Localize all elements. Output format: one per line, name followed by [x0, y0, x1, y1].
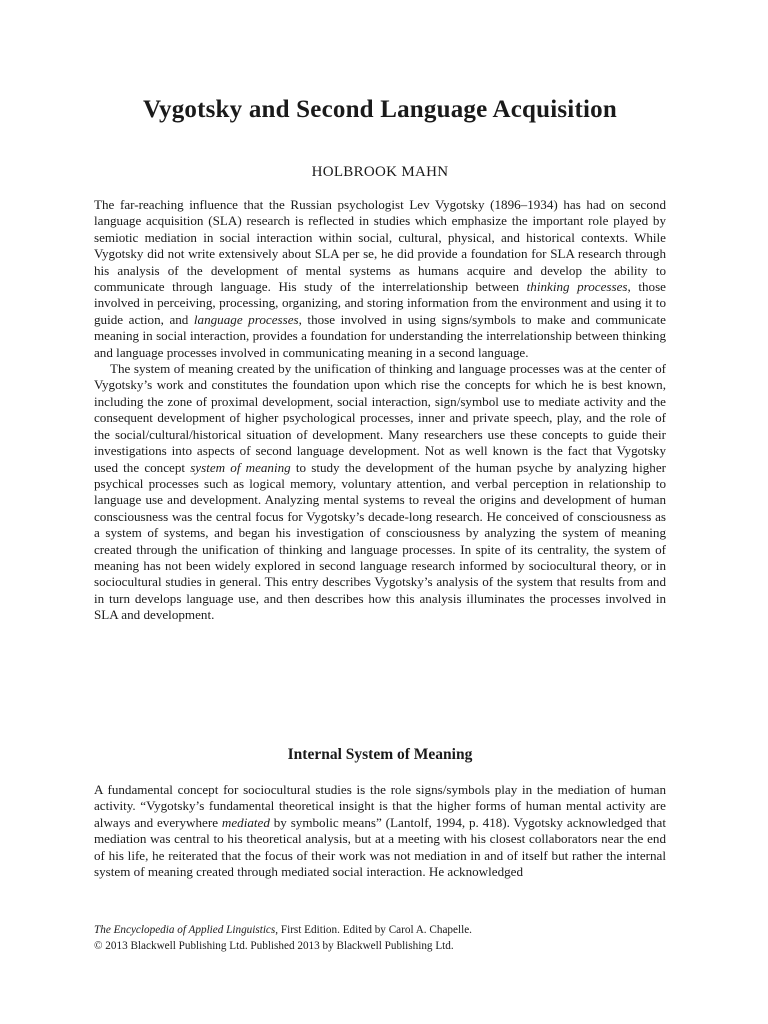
- paragraph-3: [94, 782, 666, 880]
- paragraph-1: [94, 197, 666, 361]
- paragraph-2-text-a: The system of meaning created by the unification of thinking and language processes was at the center of Vygotsky’s work and constitutes the foundation upon which rise the concepts for which he is best known, including the zone of proximal development, social interaction, sign/symbol use to mediate activity and the consequent development of higher psychological processes, inner and private speech, play, and the role of the social/cultural/historical situation of development. Many researchers use these concepts to guide their investigations into aspects of second language development. Not as well known is the fact that Vygotsky used the concept: [94, 361, 666, 475]
- publication-footer: [94, 922, 666, 954]
- paragraph-2-italic-a: system of meaning: [190, 459, 291, 475]
- article-body-section: [94, 782, 666, 880]
- paragraph-2-text-b: to study the development of the human psyche by analyzing higher psychical processes such as logical memory, voluntary attention, and verbal perception in relationship to language use and development. Analyzing mental systems to reveal the origins and development of human consciousness was the central focus for Vygotsky’s decade-long research. He conceived of consciousness as a system of systems, and began his investigation of consciousness by analyzing the system of meaning created through the unification of thinking and language processes. In spite of its centrality, the system of meaning has not been widely explored in second language research informed by sociocultural theory, or in sociocultural studies in general. This entry describes Vygotsky’s analysis of the system that results from and in turn develops language use, and then describes how this analysis illuminates the processes involved in SLA and development.: [94, 459, 667, 623]
- paragraph-3-italic-a: mediated: [221, 814, 270, 830]
- paragraph-1-text-c: , those involved in using signs/symbols to make and communicate meaning in social interaction, provides a foundation for understanding the interrelationship between thinking and language processes involved in communicating meaning in a second language.: [94, 311, 666, 360]
- footer-encyclopedia-title: The Encyclopedia of Applied Linguistics: [94, 924, 276, 936]
- paragraph-1-italic-a: thinking processes: [526, 279, 628, 295]
- paragraph-2: [94, 361, 666, 624]
- footer-copyright: © 2013 Blackwell Publishing Ltd. Published 2013 by Blackwell Publishing Ltd.: [94, 940, 454, 952]
- article-author: HOLBROOK MAHN: [311, 164, 449, 180]
- paragraph-1-text-b: , those involved in perceiving, processing, organizing, and storing information from the environment and using it to guide action, and: [94, 279, 666, 327]
- footer-edition-text: , First Edition. Edited by Carol A. Chapelle.: [275, 924, 472, 936]
- paragraph-1-text-a: The far-reaching influence that the Russian psychologist Lev Vygotsky (1896–1934) has had on second language acquisition (SLA) research is reflected in studies which emphasize the important role played by semiotic mediation in social interaction within social, cultural, physical, and historical contexts. While Vygotsky did not write extensively about SLA per se, he did provide a foundation for SLA research through his analysis of the development of mental systems as humans acquire and develop the ability to communicate through language. His study of the interrelationship between: [94, 197, 666, 295]
- article-title: Vygotsky and Second Language Acquisition: [143, 96, 617, 123]
- paragraph-1-italic-b: language processes: [193, 311, 299, 327]
- paragraph-3-text-b: by symbolic means” (Lantolf, 1994, p. 418). Vygotsky acknowledged that mediation was central to his theoretical analysis, but at a meeting with his closest collaborators near the end of his life, he reiterated that the focus of their work was not mediation in and of itself but rather the internal system of meaning created through mediated social interaction. He acknowledged: [94, 814, 666, 880]
- paragraph-3-text-a: A fundamental concept for sociocultural studies is the role signs/symbols play in the mediation of human activity. “Vygotsky’s fundamental theoretical insight is that the higher forms of human mental activity are always and everywhere: [94, 782, 666, 830]
- section-heading: Internal System of Meaning: [287, 746, 473, 763]
- article-body-intro: [94, 197, 666, 624]
- footer-line-1: [94, 922, 666, 938]
